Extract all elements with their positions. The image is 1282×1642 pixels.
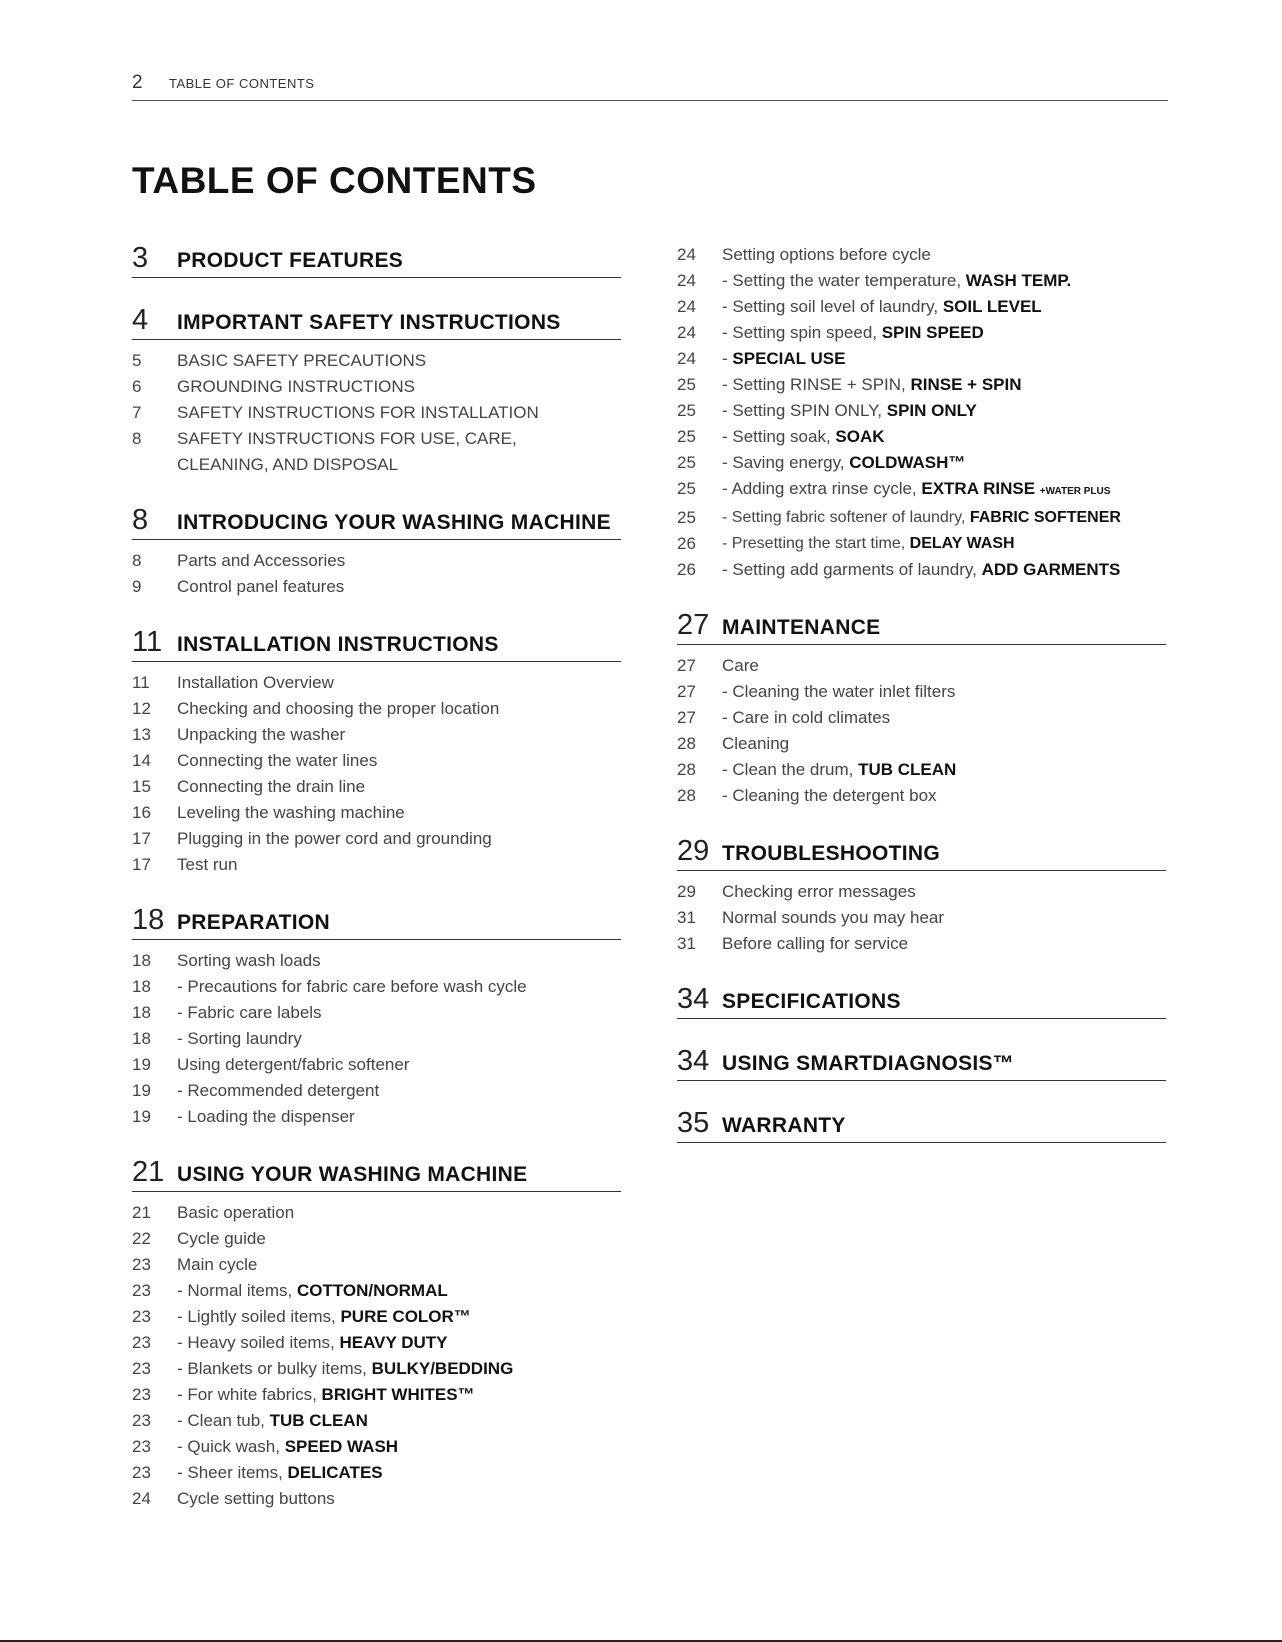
section-page-number: 21 bbox=[132, 1156, 165, 1188]
entry-title bbox=[722, 294, 1166, 320]
entry-text: Setting the water temperature, bbox=[732, 271, 966, 290]
section-title: INTRODUCING YOUR WASHING MACHINE bbox=[177, 511, 611, 534]
section-title: WARRANTY bbox=[722, 1114, 846, 1137]
toc-entry[interactable] bbox=[132, 826, 621, 852]
entry-page-number: 19 bbox=[132, 1081, 151, 1100]
entry-text: Quick wash, bbox=[187, 1437, 285, 1456]
toc-entry[interactable] bbox=[132, 800, 621, 826]
section-page-number: 18 bbox=[132, 904, 165, 936]
section-heading[interactable] bbox=[132, 242, 621, 278]
entry-keyword: SOAK bbox=[835, 427, 885, 446]
entry-title bbox=[177, 374, 621, 400]
entry-page-number: 23 bbox=[132, 1255, 151, 1274]
toc-entry[interactable] bbox=[677, 268, 1166, 294]
toc-entry[interactable] bbox=[677, 242, 1166, 268]
toc-entry[interactable] bbox=[132, 1226, 621, 1252]
section-heading[interactable] bbox=[132, 1156, 621, 1192]
entry-text: Blankets or bulky items, bbox=[187, 1359, 372, 1378]
entry-title bbox=[177, 1052, 621, 1078]
entry-page-number: 6 bbox=[132, 377, 142, 396]
entry-title bbox=[177, 1330, 621, 1356]
toc-section bbox=[677, 1045, 1166, 1081]
entry-text: SAFETY INSTRUCTIONS FOR INSTALLATION bbox=[177, 403, 539, 422]
toc-continued-entries bbox=[677, 242, 1166, 583]
entry-text: Setting soak, bbox=[732, 427, 836, 446]
entry-page-number: 18 bbox=[132, 1029, 151, 1048]
entry-title bbox=[177, 1486, 621, 1512]
section-title: SPECIFICATIONS bbox=[722, 990, 901, 1013]
section-heading[interactable] bbox=[132, 904, 621, 940]
entry-title bbox=[722, 931, 1166, 957]
entry-page-number: 16 bbox=[132, 803, 151, 822]
entry-keyword: SPIN ONLY bbox=[886, 401, 977, 420]
entry-page-number: 24 bbox=[677, 349, 696, 368]
entry-title bbox=[177, 826, 621, 852]
toc-section bbox=[132, 242, 621, 278]
entry-title bbox=[177, 348, 621, 374]
toc-entry[interactable] bbox=[132, 1486, 621, 1512]
entry-text: Sheer items, bbox=[187, 1463, 288, 1482]
toc-entry[interactable] bbox=[132, 974, 621, 1000]
entry-text: Control panel features bbox=[177, 577, 345, 596]
toc-entry[interactable] bbox=[132, 1434, 621, 1460]
toc-section bbox=[132, 904, 621, 1130]
entry-page-number: 29 bbox=[677, 882, 696, 901]
entry-title bbox=[722, 398, 1166, 424]
section-heading[interactable] bbox=[132, 626, 621, 662]
entry-page-number: 28 bbox=[677, 786, 696, 805]
entry-title bbox=[177, 1252, 621, 1278]
section-heading[interactable] bbox=[677, 609, 1166, 645]
toc-entry[interactable] bbox=[132, 774, 621, 800]
entry-title bbox=[177, 452, 621, 478]
entry-text: Sorting wash loads bbox=[177, 951, 321, 970]
section-page-number: 4 bbox=[132, 304, 149, 336]
entry-text: Clean tub, bbox=[187, 1411, 270, 1430]
entry-title bbox=[722, 346, 1166, 372]
entry-text: Recommended detergent bbox=[187, 1081, 380, 1100]
entry-text: BASIC SAFETY PRECAUTIONS bbox=[177, 351, 427, 370]
section-title: PRODUCT FEATURES bbox=[177, 249, 404, 272]
entry-text: Saving energy, bbox=[732, 453, 850, 472]
entry-keyword: COTTON/NORMAL bbox=[296, 1281, 448, 1300]
section-page-number: 27 bbox=[677, 609, 710, 641]
section-title: USING SMARTDIAGNOSIS™ bbox=[722, 1052, 1015, 1075]
toc-entry[interactable] bbox=[677, 505, 1166, 531]
entry-page-number: 25 bbox=[677, 375, 696, 394]
entry-title bbox=[177, 974, 621, 1000]
running-header-label: TABLE OF CONTENTS bbox=[168, 76, 315, 91]
section-title: MAINTENANCE bbox=[722, 616, 881, 639]
entry-title bbox=[177, 722, 621, 748]
entry-text: Unpacking the washer bbox=[177, 725, 346, 744]
entry-page-number: 25 bbox=[677, 479, 696, 498]
section-page-number: 34 bbox=[677, 983, 710, 1015]
toc-entry[interactable] bbox=[132, 852, 621, 878]
entry-title bbox=[177, 774, 621, 800]
toc-entry[interactable] bbox=[132, 722, 621, 748]
entry-title bbox=[177, 426, 621, 452]
entry-text: CLEANING, AND DISPOSAL bbox=[177, 455, 399, 474]
toc-entry[interactable] bbox=[132, 1078, 621, 1104]
entry-page-number: 27 bbox=[677, 682, 696, 701]
entry-title bbox=[177, 1000, 621, 1026]
toc-entry[interactable] bbox=[132, 348, 621, 374]
entry-title bbox=[722, 531, 1166, 557]
entry-page-number: 25 bbox=[677, 453, 696, 472]
entry-keyword: SPIN SPEED bbox=[881, 323, 984, 342]
section-heading[interactable] bbox=[677, 983, 1166, 1019]
entry-text: Installation Overview bbox=[177, 673, 334, 692]
entry-title bbox=[177, 800, 621, 826]
toc-entry[interactable] bbox=[132, 400, 621, 426]
section-title: TROUBLESHOOTING bbox=[722, 842, 940, 865]
toc-entry[interactable] bbox=[132, 374, 621, 400]
entry-text: Main cycle bbox=[177, 1255, 258, 1274]
entry-text: Using detergent/fabric softener bbox=[177, 1055, 410, 1074]
page-number: 2 bbox=[132, 72, 144, 93]
toc-entry[interactable] bbox=[132, 1408, 621, 1434]
entry-title bbox=[722, 905, 1166, 931]
toc-entry[interactable] bbox=[132, 1104, 621, 1130]
entry-text: Cycle setting buttons bbox=[177, 1489, 335, 1508]
entry-page-number: 28 bbox=[677, 760, 696, 779]
page-title: TABLE OF CONTENTS bbox=[132, 160, 537, 201]
toc-entry[interactable] bbox=[132, 1000, 621, 1026]
entry-text: Adding extra rinse cycle, bbox=[731, 479, 922, 498]
entry-title bbox=[177, 548, 621, 574]
running-header bbox=[132, 72, 1168, 101]
entry-title bbox=[177, 1356, 621, 1382]
section-heading[interactable] bbox=[677, 1045, 1166, 1081]
toc-entry[interactable] bbox=[677, 372, 1166, 398]
toc-right-column bbox=[677, 242, 1166, 1169]
section-title: INSTALLATION INSTRUCTIONS bbox=[177, 633, 499, 656]
entry-title bbox=[177, 1226, 621, 1252]
entry-text: Setting soil level of laundry, bbox=[732, 297, 943, 316]
entry-title bbox=[722, 320, 1166, 346]
toc-entry[interactable] bbox=[132, 1382, 621, 1408]
entry-text: Parts and Accessories bbox=[177, 551, 346, 570]
entry-text: Setting spin speed, bbox=[732, 323, 882, 342]
entry-page-number: 8 bbox=[132, 429, 142, 448]
entry-title bbox=[177, 1382, 621, 1408]
toc-entry[interactable] bbox=[132, 748, 621, 774]
toc-entry[interactable] bbox=[677, 879, 1166, 905]
entry-title bbox=[722, 557, 1166, 583]
entry-text: Cleaning bbox=[722, 734, 790, 753]
entry-page-number: 5 bbox=[132, 351, 142, 370]
entry-keyword: DELICATES bbox=[287, 1463, 383, 1482]
section-title: IMPORTANT SAFETY INSTRUCTIONS bbox=[177, 311, 561, 334]
toc-entry[interactable] bbox=[677, 320, 1166, 346]
section-page-number: 8 bbox=[132, 504, 149, 536]
entry-text: Checking error messages bbox=[722, 882, 916, 901]
toc-section bbox=[677, 1107, 1166, 1143]
toc-entry[interactable] bbox=[132, 670, 621, 696]
entry-title bbox=[177, 1278, 621, 1304]
section-page-number: 35 bbox=[677, 1107, 710, 1139]
toc-entry[interactable] bbox=[132, 1252, 621, 1278]
entry-keyword: WASH TEMP. bbox=[965, 271, 1072, 290]
entry-page-number: 21 bbox=[132, 1203, 151, 1222]
toc-entry[interactable] bbox=[677, 346, 1166, 372]
toc-entry[interactable] bbox=[132, 1460, 621, 1486]
entry-page-number: 23 bbox=[132, 1385, 151, 1404]
entry-text: Lightly soiled items, bbox=[187, 1307, 341, 1326]
entry-page-number: 23 bbox=[132, 1281, 151, 1300]
toc-entry[interactable] bbox=[132, 1304, 621, 1330]
entry-page-number: 31 bbox=[677, 908, 696, 927]
entry-keyword: SPEED WASH bbox=[284, 1437, 399, 1456]
entry-text: Test run bbox=[177, 855, 238, 874]
entry-title bbox=[722, 424, 1166, 450]
toc-entry[interactable] bbox=[677, 398, 1166, 424]
entry-page-number: 24 bbox=[677, 323, 696, 342]
entry-title bbox=[177, 1200, 621, 1226]
toc-left-column bbox=[132, 242, 621, 1538]
toc-entry[interactable] bbox=[132, 1356, 621, 1382]
entry-keyword: COLDWASH™ bbox=[849, 453, 966, 472]
toc-entry[interactable] bbox=[677, 757, 1166, 783]
entry-text: Plugging in the power cord and grounding bbox=[177, 829, 492, 848]
entry-page-number: 24 bbox=[677, 271, 696, 290]
entry-page-number: 13 bbox=[132, 725, 151, 744]
entry-text: Cycle guide bbox=[177, 1229, 266, 1248]
toc-section bbox=[677, 835, 1166, 957]
entry-page-number: 17 bbox=[132, 855, 151, 874]
section-heading[interactable] bbox=[677, 1107, 1166, 1143]
entry-title bbox=[722, 731, 1166, 757]
entry-title bbox=[177, 574, 621, 600]
toc-entry[interactable] bbox=[677, 294, 1166, 320]
entry-title bbox=[177, 1408, 621, 1434]
entry-title bbox=[177, 748, 621, 774]
toc-entry[interactable] bbox=[677, 679, 1166, 705]
entry-page-number: 22 bbox=[132, 1229, 151, 1248]
entry-text: Setting add garments of laundry, bbox=[732, 560, 982, 579]
entry-text: Setting options before cycle bbox=[722, 245, 931, 264]
entry-page-number: 23 bbox=[132, 1359, 151, 1378]
entry-title bbox=[177, 1434, 621, 1460]
entry-text: Setting RINSE + SPIN, bbox=[732, 375, 911, 394]
entry-page-number: 18 bbox=[132, 977, 151, 996]
entry-text: Leveling the washing machine bbox=[177, 803, 405, 822]
entry-text: Setting fabric softener of laundry, bbox=[731, 509, 970, 526]
entry-title bbox=[722, 242, 1166, 268]
entry-page-number: 23 bbox=[132, 1463, 151, 1482]
toc-entry[interactable] bbox=[132, 1278, 621, 1304]
entry-page-number: 24 bbox=[677, 245, 696, 264]
toc-entry[interactable] bbox=[132, 1052, 621, 1078]
section-title: USING YOUR WASHING MACHINE bbox=[177, 1163, 528, 1186]
entry-title bbox=[177, 1104, 621, 1130]
entry-text: Cleaning the water inlet filters bbox=[732, 682, 956, 701]
toc-section bbox=[677, 609, 1166, 809]
entry-keyword: SOIL LEVEL bbox=[942, 297, 1042, 316]
entry-text: Checking and choosing the proper location bbox=[177, 699, 500, 718]
toc-entry[interactable] bbox=[677, 783, 1166, 809]
entry-text: Connecting the drain line bbox=[177, 777, 366, 796]
entry-text: Setting SPIN ONLY, bbox=[732, 401, 887, 420]
entry-page-number: 23 bbox=[132, 1307, 151, 1326]
entry-text: Heavy soiled items, bbox=[187, 1333, 340, 1352]
entry-title bbox=[722, 653, 1166, 679]
entry-page-number: 15 bbox=[132, 777, 151, 796]
toc-right-sections bbox=[677, 609, 1166, 1143]
entry-keyword: TUB CLEAN bbox=[269, 1411, 368, 1430]
entry-page-number: 27 bbox=[677, 708, 696, 727]
entry-title bbox=[177, 1078, 621, 1104]
entry-keyword: SPECIAL USE bbox=[732, 349, 846, 368]
entry-text: Fabric care labels bbox=[187, 1003, 322, 1022]
entry-page-number: 28 bbox=[677, 734, 696, 753]
toc-entry[interactable] bbox=[132, 1200, 621, 1226]
toc-section bbox=[132, 626, 621, 878]
entry-title bbox=[722, 372, 1166, 398]
toc-entry[interactable] bbox=[132, 452, 621, 478]
entry-text: Care bbox=[722, 656, 759, 675]
entry-text: Cleaning the detergent box bbox=[732, 786, 937, 805]
toc-entry[interactable] bbox=[132, 1026, 621, 1052]
entry-text: For white fabrics, bbox=[187, 1385, 322, 1404]
entry-title bbox=[177, 852, 621, 878]
section-heading[interactable] bbox=[132, 304, 621, 340]
entry-page-number: 12 bbox=[132, 699, 151, 718]
entry-title bbox=[722, 476, 1166, 505]
entry-page-number: 24 bbox=[677, 297, 696, 316]
toc-entry[interactable] bbox=[677, 731, 1166, 757]
entry-text: Care in cold climates bbox=[732, 708, 891, 727]
entry-title bbox=[177, 400, 621, 426]
entry-page-number: 17 bbox=[132, 829, 151, 848]
toc-entry[interactable] bbox=[677, 424, 1166, 450]
entry-keyword: ADD GARMENTS bbox=[981, 560, 1121, 579]
toc-entry[interactable] bbox=[132, 948, 621, 974]
entry-title bbox=[722, 450, 1166, 476]
entry-keyword: BULKY/BEDDING bbox=[371, 1359, 514, 1378]
entry-page-number: 25 bbox=[677, 427, 696, 446]
entry-page-number: 27 bbox=[677, 656, 696, 675]
entry-page-number: 23 bbox=[132, 1411, 151, 1430]
entry-title bbox=[722, 783, 1166, 809]
entry-suffix: +WATER PLUS bbox=[1039, 486, 1111, 497]
entry-keyword: PURE COLOR™ bbox=[340, 1307, 471, 1326]
entry-title bbox=[722, 505, 1166, 531]
section-page-number: 29 bbox=[677, 835, 710, 867]
entry-keyword: HEAVY DUTY bbox=[339, 1333, 448, 1352]
entry-text: Loading the dispenser bbox=[187, 1107, 355, 1126]
toc-entry[interactable] bbox=[677, 557, 1166, 583]
section-page-number: 3 bbox=[132, 242, 149, 274]
toc-entry[interactable] bbox=[677, 705, 1166, 731]
entry-text: Precautions for fabric care before wash cycle bbox=[187, 977, 527, 996]
entry-page-number: 14 bbox=[132, 751, 151, 770]
entry-page-number: 31 bbox=[677, 934, 696, 953]
entry-page-number: 18 bbox=[132, 1003, 151, 1022]
entry-page-number: 19 bbox=[132, 1055, 151, 1074]
entry-page-number bbox=[132, 452, 177, 478]
entry-page-number: 7 bbox=[132, 403, 142, 422]
entry-title bbox=[177, 1460, 621, 1486]
entry-page-number: 25 bbox=[677, 401, 696, 420]
entry-text: SAFETY INSTRUCTIONS FOR USE, CARE, bbox=[177, 429, 517, 448]
entry-page-number: 24 bbox=[132, 1489, 151, 1508]
entry-title bbox=[177, 948, 621, 974]
toc-section bbox=[132, 304, 621, 478]
entry-page-number: 19 bbox=[132, 1107, 151, 1126]
entry-keyword: BRIGHT WHITES™ bbox=[321, 1385, 475, 1404]
toc-entry[interactable] bbox=[132, 574, 621, 600]
entry-text: Clean the drum, bbox=[732, 760, 859, 779]
entry-page-number: 23 bbox=[132, 1437, 151, 1456]
toc-entry[interactable] bbox=[132, 696, 621, 722]
toc-entry[interactable] bbox=[132, 548, 621, 574]
entry-title bbox=[722, 879, 1166, 905]
entry-title bbox=[722, 268, 1166, 294]
toc-entry[interactable] bbox=[132, 1330, 621, 1356]
toc-section bbox=[132, 1156, 621, 1512]
entry-page-number: 11 bbox=[132, 673, 150, 692]
entry-text: Sorting laundry bbox=[187, 1029, 302, 1048]
entry-title bbox=[722, 757, 1166, 783]
toc-entry[interactable] bbox=[677, 476, 1166, 505]
entry-title bbox=[722, 705, 1166, 731]
toc-entry[interactable] bbox=[677, 531, 1166, 557]
section-heading[interactable] bbox=[132, 504, 621, 540]
entry-title bbox=[722, 679, 1166, 705]
toc-entry[interactable] bbox=[677, 905, 1166, 931]
entry-keyword: TUB CLEAN bbox=[858, 760, 957, 779]
entry-page-number: 18 bbox=[132, 951, 151, 970]
entry-keyword: RINSE + SPIN bbox=[910, 375, 1022, 394]
toc-section bbox=[132, 504, 621, 600]
entry-page-number: 8 bbox=[132, 551, 142, 570]
entry-keyword: EXTRA RINSE bbox=[921, 479, 1036, 498]
entry-keyword: FABRIC SOFTENER bbox=[969, 509, 1121, 526]
entry-page-number: 9 bbox=[132, 577, 142, 596]
entry-page-number: 23 bbox=[132, 1333, 151, 1352]
section-page-number: 34 bbox=[677, 1045, 710, 1077]
entry-text: Normal sounds you may hear bbox=[722, 908, 945, 927]
entry-title bbox=[177, 670, 621, 696]
entry-text: Normal items, bbox=[187, 1281, 297, 1300]
section-title: PREPARATION bbox=[177, 911, 331, 934]
section-heading[interactable] bbox=[677, 835, 1166, 871]
entry-text: Presetting the start time, bbox=[731, 535, 910, 552]
toc-entry[interactable] bbox=[677, 450, 1166, 476]
entry-text: Connecting the water lines bbox=[177, 751, 378, 770]
section-page-number: 11 bbox=[132, 626, 163, 658]
toc-entry[interactable] bbox=[677, 653, 1166, 679]
toc-entry[interactable] bbox=[132, 426, 621, 452]
entry-text: GROUNDING INSTRUCTIONS bbox=[177, 377, 415, 396]
entry-title bbox=[177, 1304, 621, 1330]
entry-text: Basic operation bbox=[177, 1203, 295, 1222]
entry-page-number: 26 bbox=[677, 534, 696, 553]
entry-page-number: 26 bbox=[677, 560, 696, 579]
entry-page-number: 25 bbox=[677, 508, 696, 527]
toc-entry[interactable] bbox=[677, 931, 1166, 957]
toc-section bbox=[677, 983, 1166, 1019]
entry-keyword: DELAY WASH bbox=[909, 535, 1015, 552]
entry-title bbox=[177, 1026, 621, 1052]
entry-title bbox=[177, 696, 621, 722]
entry-text: Before calling for service bbox=[722, 934, 909, 953]
